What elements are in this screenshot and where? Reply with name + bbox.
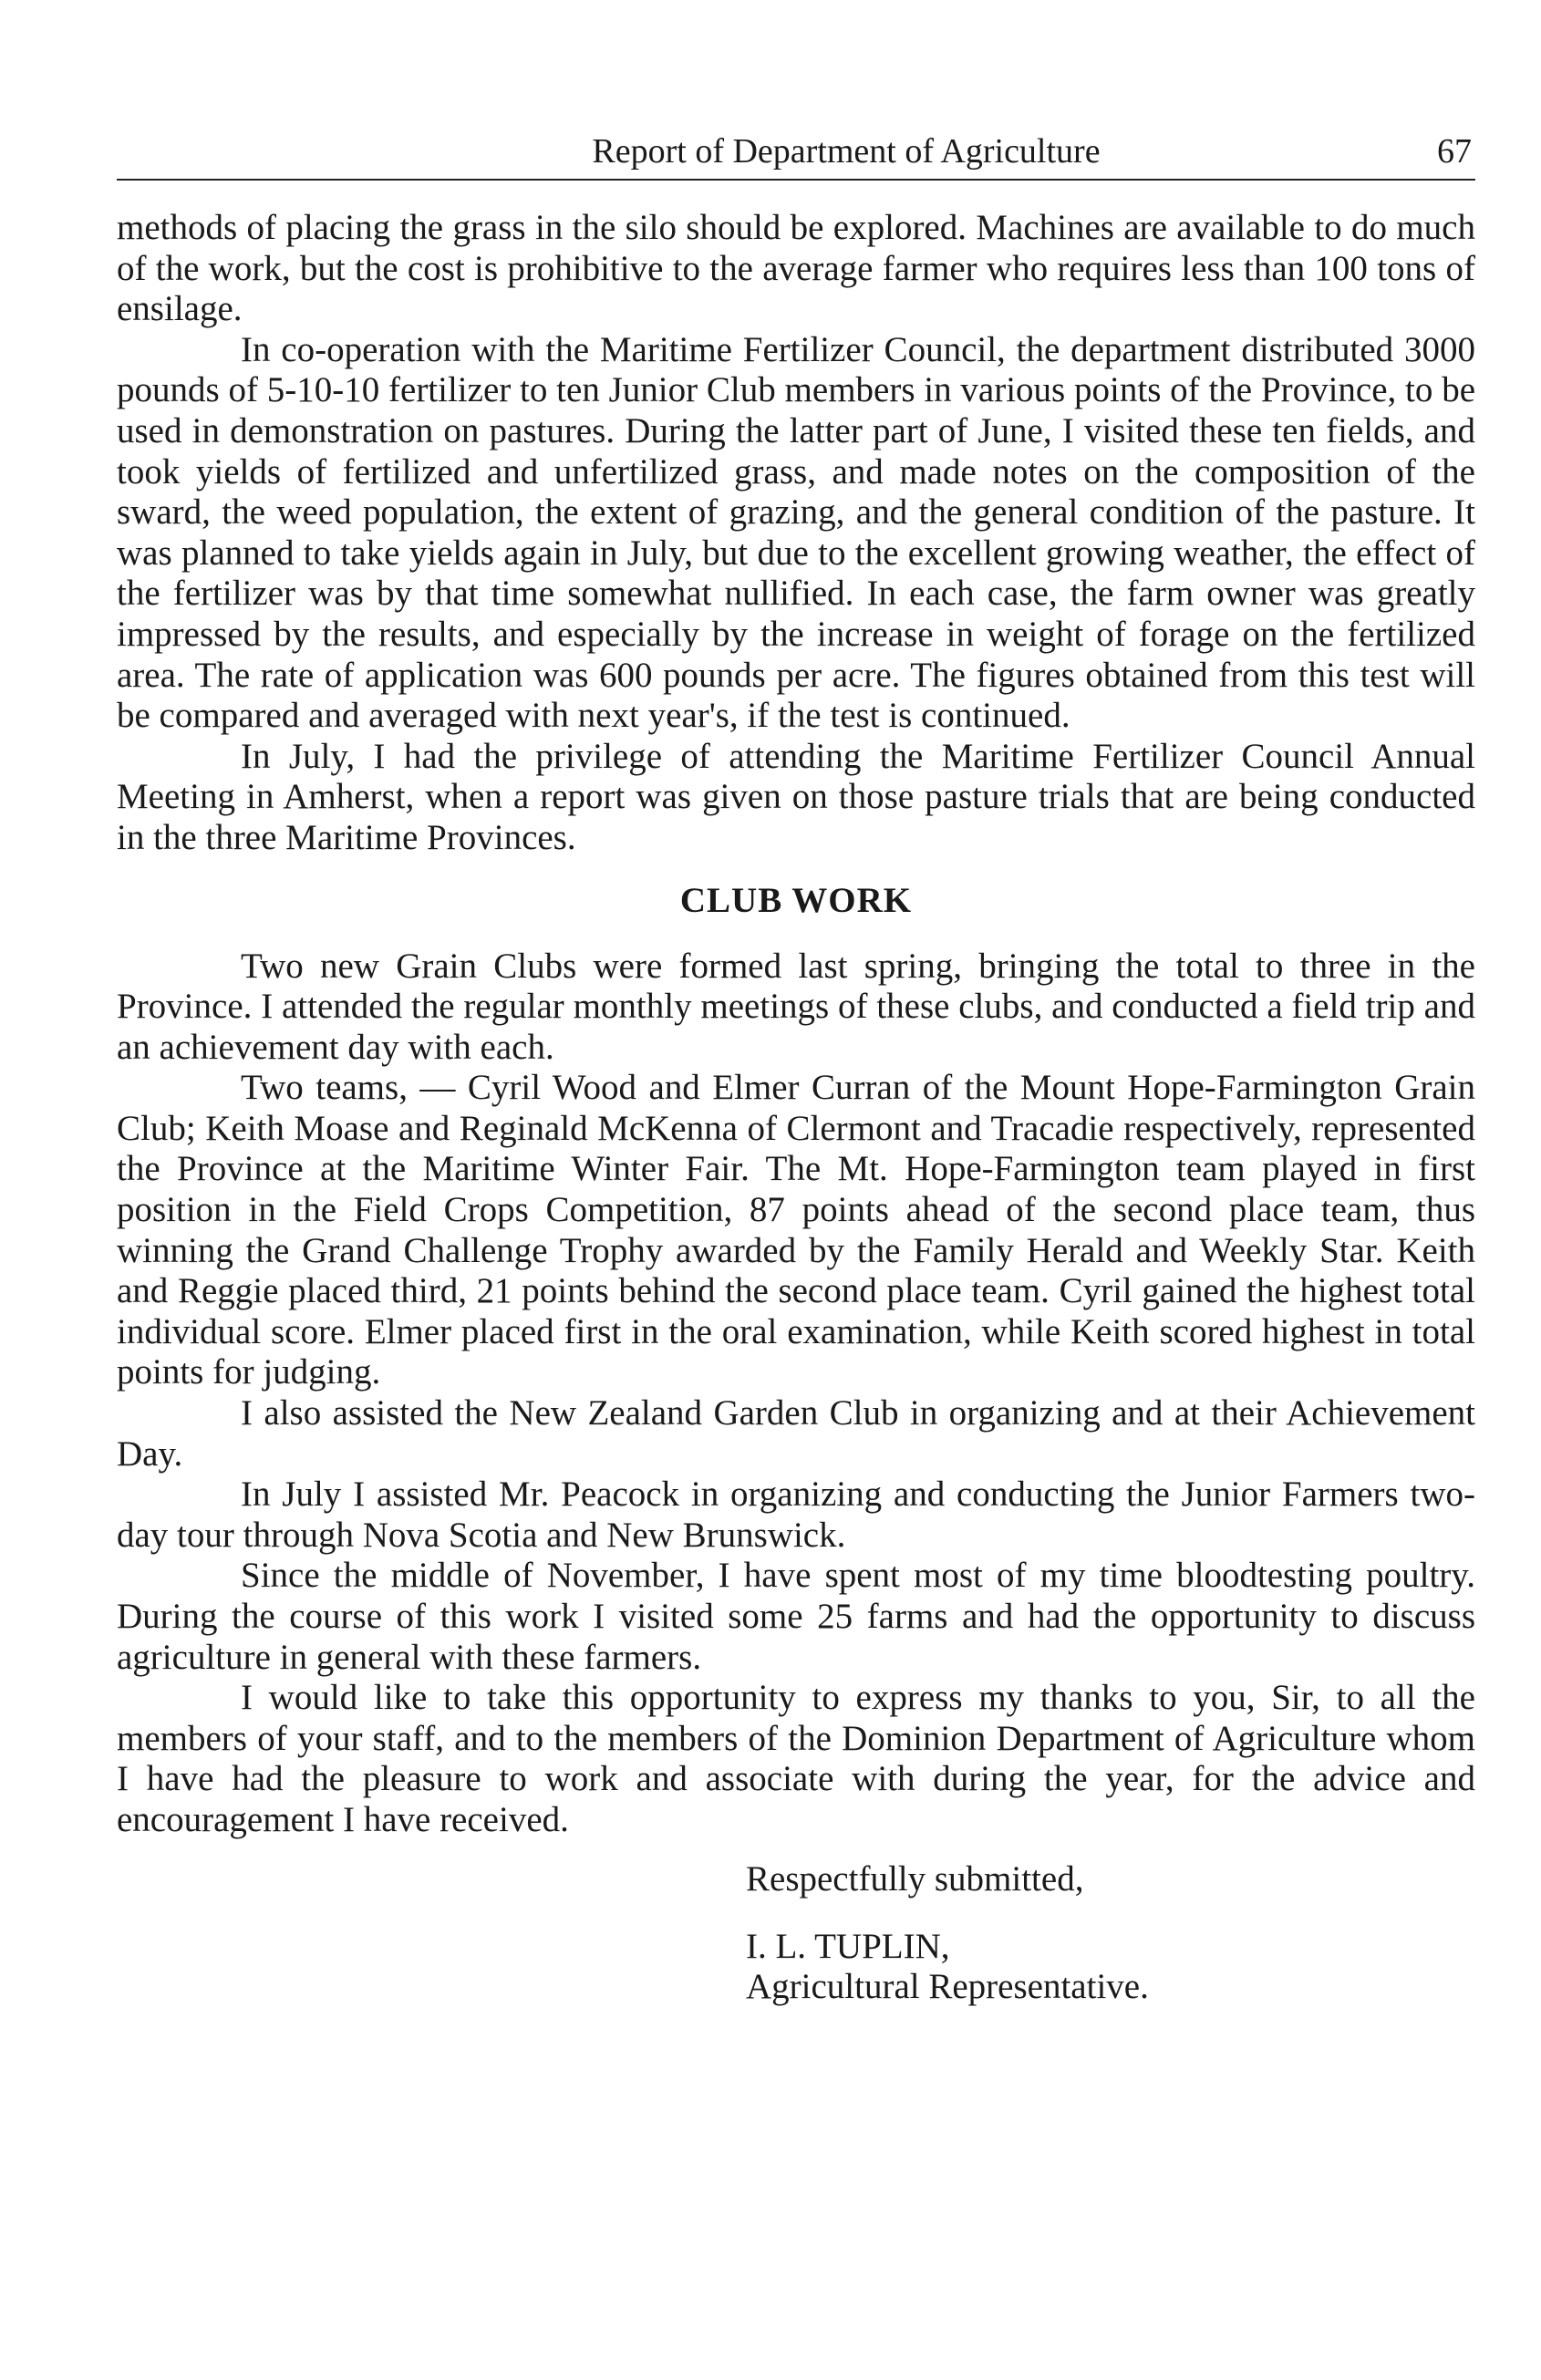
paragraph: In co-operation with the Maritime Fertilizer Council, the department distributed 3000 pounds of 5-10-10 fertilizer to ten Junior Club members in various points of the Province, to be used in demonstration on pastures. During the latter part of June, I visited these ten fields, and took yields of fertilized and unfertilized grass, and made notes on the composition of the sward, the weed population, the extent of grazing, and the general condition of the pasture. It was planned to take yields again in July, but due to the excellent growing weather, the effect of the fertilizer was by that time somewhat nullified. In each case, the farm owner was greatly impressed by the results, and especially by the increase in weight of forage on the fertilized area. The rate of application was 600 pounds per acre. The figures obtained from this test will be compared and averaged with next year's, if the test is continued.: [117, 329, 1475, 736]
paragraph: Two teams, — Cyril Wood and Elmer Curran of the Mount Hope-Farmington Grain Club; Keith Moase and Reginald McKenna of Clermont and Tracadie respectively, represented the Province at the Maritime Winter Fair. The Mt. Hope-Farmington team played in first position in the Field Crops Competition, 87 points ahead of the second place team, thus winning the Grand Challenge Trophy awarded by the Family Herald and Weekly Star. Keith and Reggie placed third, 21 points behind the second place team. Cyril gained the highest total individual score. Elmer placed first in the oral examination, while Keith scored highest in total points for judging.: [117, 1068, 1475, 1392]
paragraph: In July I assisted Mr. Peacock in organizing and conducting the Junior Farmers two-day tour through Nova Scotia and New Brunswick.: [117, 1475, 1475, 1555]
signature-block: [746, 1859, 1475, 2007]
paragraph: I would like to take this opportunity to express my thanks to you, Sir, to all the members of your staff, and to the members of the Dominion Department of Agriculture whom I have had the pleasure to work and associate with during the year, for the advice and encouragement I have received.: [117, 1678, 1475, 1839]
signatory-title: Agricultural Representative.: [746, 1966, 1149, 2006]
paragraph: In July, I had the privilege of attending the Maritime Fertilizer Council Annual Meeting in Amherst, when a report was given on those pasture trials that are being conducted in the three Maritime Provinces.: [117, 736, 1475, 857]
signatory-name: I. L. TUPLIN,: [746, 1926, 950, 1966]
paragraph: methods of placing the grass in the silo should be explored. Machines are available to do much of the work, but the cost is prohibitive to the average farmer who requires less than 100 tons of ensilage.: [117, 208, 1475, 329]
paragraph: Since the middle of November, I have spent most of my time bloodtesting poultry. During the course of this work I visited some 25 farms and had the opportunity to discuss agriculture in general with these farmers.: [117, 1556, 1475, 1677]
header-title: Report of Department of Agriculture: [592, 132, 1101, 171]
running-header: [117, 128, 1475, 175]
document-page: [117, 128, 1475, 2007]
page-number: 67: [1437, 132, 1472, 171]
closing-line: Respectfully submitted,: [746, 1858, 1084, 1899]
body-text: [117, 208, 1475, 1841]
paragraph: I also assisted the New Zealand Garden Club in organizing and at their Achievement Day.: [117, 1393, 1475, 1474]
paragraph: Two new Grain Clubs were formed last spring, bringing the total to three in the Province. I attended the regular monthly meetings of these clubs, and conducted a field trip and an achievement day with each.: [117, 946, 1475, 1067]
header-rule: [117, 179, 1475, 181]
section-heading: CLUB WORK: [679, 880, 913, 920]
